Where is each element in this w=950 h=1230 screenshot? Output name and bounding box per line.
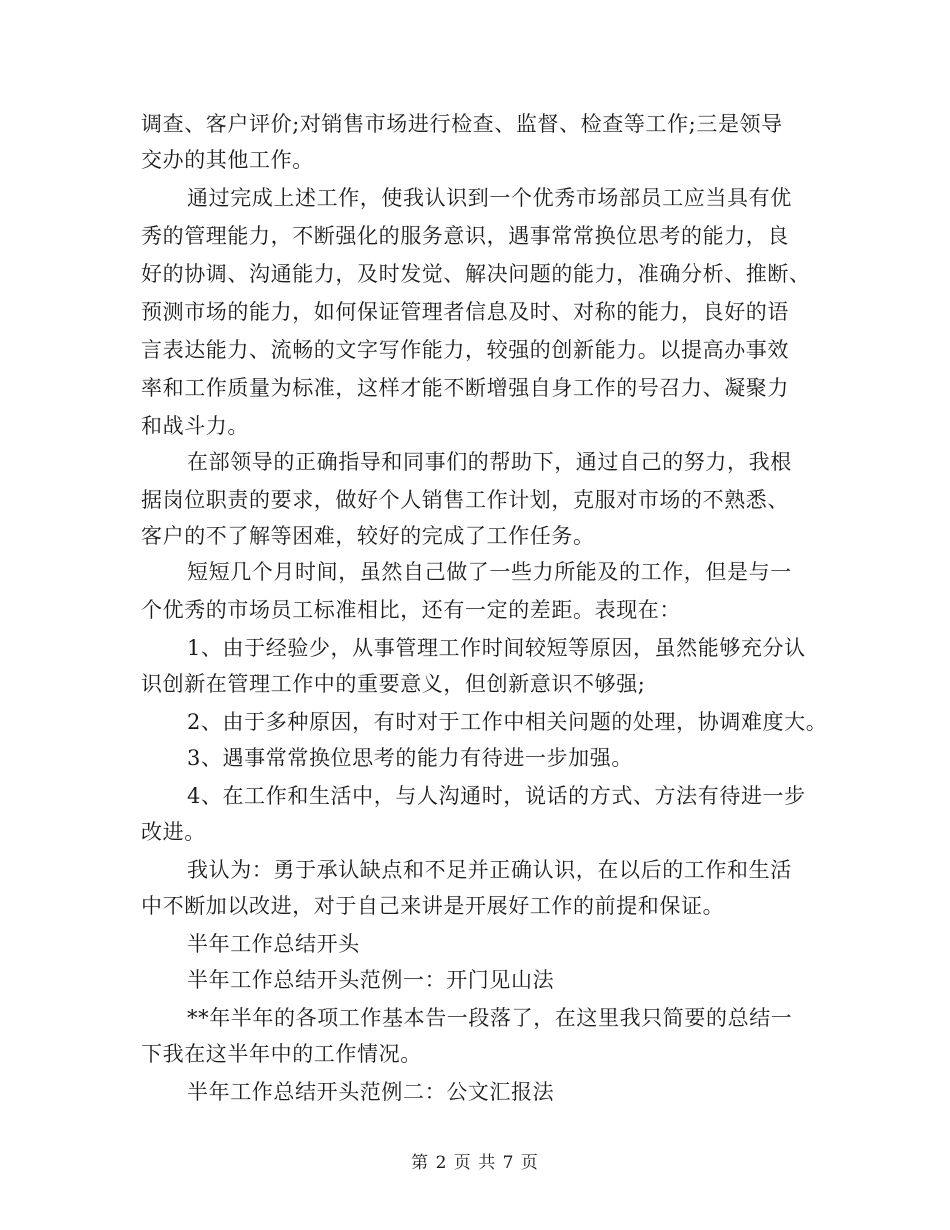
- text-line: 率和工作质量为标准，这样才能不断增强自身工作的号召力、凝聚力: [141, 376, 789, 400]
- text-line: 言表达能力、流畅的文字写作能力，较强的创新能力。以提高办事效: [141, 338, 789, 362]
- list-item: 1、由于经验少，从事管理工作时间较短等原因，虽然能够充分认: [187, 636, 806, 660]
- paragraph-start: **年半年的各项工作基本告一段落了，在这里我只简要的总结一: [187, 1006, 793, 1030]
- text-line: 预测市场的能力，如何保证管理者信息及时、对称的能力，良好的语: [141, 300, 789, 324]
- text-line: 客户的不了解等困难，较好的完成了工作任务。: [141, 524, 595, 548]
- text-line: 和战斗力。: [141, 414, 249, 438]
- subsection-heading: 半年工作总结开头范例一：开门见山法: [187, 968, 555, 992]
- list-item: 3、遇事常常换位思考的能力有待进一步加强。: [187, 746, 633, 770]
- list-item: 4、在工作和生活中，与人沟通时，说话的方式、方法有待进一步: [187, 784, 806, 808]
- text-line: 交办的其他工作。: [141, 148, 314, 172]
- paragraph-start: 我认为：勇于承认缺点和不足并正确认识，在以后的工作和生活: [187, 858, 792, 882]
- text-line: 识创新在管理工作中的重要意义，但创新意识不够强;: [141, 672, 646, 696]
- section-heading: 半年工作总结开头: [187, 932, 360, 956]
- list-item: 2、由于多种原因，有时对于工作中相关问题的处理，协调难度大。: [187, 710, 828, 734]
- page-number-footer: 第 2 页 共 7 页: [411, 1153, 539, 1173]
- paragraph-start: 短短几个月时间，虽然自己做了一些力所能及的工作，但是与一: [187, 560, 792, 584]
- text-line: 好的协调、沟通能力，及时发觉、解决问题的能力，准确分析、推断、: [141, 262, 811, 286]
- text-line: 秀的管理能力，不断强化的服务意识，遇事常常换位思考的能力，良: [141, 224, 789, 248]
- text-line: 调查、客户评价;对销售市场进行检查、监督、检查等工作;三是领导: [141, 112, 783, 136]
- paragraph-start: 在部领导的正确指导和同事们的帮助下，通过自己的努力，我根: [187, 450, 792, 474]
- text-line: 下我在这半年中的工作情况。: [141, 1042, 422, 1066]
- subsection-heading: 半年工作总结开头范例二：公文汇报法: [187, 1080, 555, 1104]
- text-line: 改进。: [141, 820, 206, 844]
- text-line: 中不断加以改进，对于自己来讲是开展好工作的前提和保证。: [141, 894, 725, 918]
- paragraph-start: 通过完成上述工作，使我认识到一个优秀市场部员工应当具有优: [187, 186, 792, 210]
- text-line: 个优秀的市场员工标准相比，还有一定的差距。表现在：: [141, 598, 681, 622]
- text-line: 据岗位职责的要求，做好个人销售工作计划，克服对市场的不熟悉、: [141, 488, 789, 512]
